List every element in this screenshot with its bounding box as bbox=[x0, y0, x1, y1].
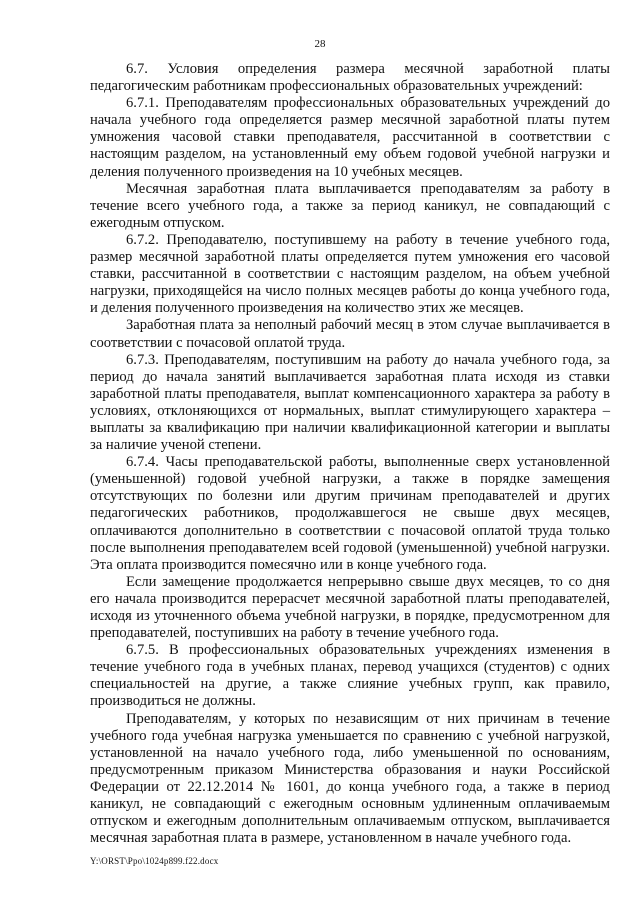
section-heading-6-7: 6.7. Условия определения размера месячной заработной платы педагогическим работникам профессиональных образовательных учреждений: bbox=[90, 61, 610, 95]
paragraph-6-7-2-partial-month: Заработная плата за неполный рабочий месяц в этом случае выплачивается в соответствии с почасовой оплатой труда. bbox=[90, 317, 610, 351]
paragraph-6-7-5-reduced-load: Преподавателям, у которых по независящим от них причинам в течение учебного года учебная нагрузка уменьшается по сравнению с учебной нагрузкой, установленной на начало учебного года, либо уменьшенной по основаниям, предусмотренным приказом Министерства образования и науки Российской Федерации от 22.12.2014 № 1601, до конца учебного года, а также в период каникул, не совпадающий с ежегодным основным удлиненным оплачиваемым отпуском и ежегодным дополнительным оплачиваемым отпуском, выплачивается месячная заработная плата в размере, установленном в начале учебного года. bbox=[90, 710, 610, 847]
footer-file-path: Y:\ORST\Ppo\1024p899.f22.docx bbox=[90, 856, 219, 866]
paragraph-6-7-4: 6.7.4. Часы преподавательской работы, выполненные сверх установленной (уменьшенной) годовой учебной нагрузки, а также в порядке замещения отсутствующих по болезни или другим причинам преподавателей и других педагогических работников, продолжавшегося не свыше двух месяцев, оплачиваются дополнительно в соответствии с почасовой оплатой труда только после выполнения преподавателем всей годовой (уменьшенной) учебной нагрузки. Эта оплата производится помесячно или в конце учебного года. bbox=[90, 454, 610, 573]
paragraph-6-7-4-substitution: Если замещение продолжается непрерывно свыше двух месяцев, то со дня его начала производится перерасчет месячной заработной платы преподавателей, исходя из уточненного объема учебной нагрузки, в порядке, предусмотренном для преподавателей, поступивших на работу в течение учебного года. bbox=[90, 573, 610, 642]
paragraph-6-7-3: 6.7.3. Преподавателям, поступившим на работу до начала учебного года, за период до начала занятий выплачивается заработная плата исходя из ставки заработной платы преподавателя, выплат компенсационного характера за работу в условиях, отклоняющихся от нормальных, выплат стимулирующего характера – выплаты за квалификацию при наличии квалификационной категории и выплаты за наличие ученой степени. bbox=[90, 351, 610, 454]
document-body bbox=[90, 61, 610, 847]
paragraph-6-7-2: 6.7.2. Преподавателю, поступившему на работу в течение учебного года, размер месячной заработной платы определяется путем умножения его часовой ставки, рассчитанной в соответствии с настоящим разделом, на объем учебной нагрузки, приходящейся на число полных месяцев работы до конца учебного года, и деления полученного произведения на количество этих же месяцев. bbox=[90, 231, 610, 317]
paragraph-6-7-1-salary: Месячная заработная плата выплачивается преподавателям за работу в течение всего учебного года, а также за период каникул, не совпадающий с ежегодным отпуском. bbox=[90, 180, 610, 231]
page-number: 28 bbox=[314, 38, 326, 50]
paragraph-6-7-1: 6.7.1. Преподавателям профессиональных образовательных учреждений до начала учебного года определяется размер месячной заработной платы путем умножения часовой ставки преподавателя, рассчитанной в соответствии с настоящим разделом, на установленный ему объем годовой учебной нагрузки и деления полученного произведения на 10 учебных месяцев. bbox=[90, 95, 610, 180]
paragraph-6-7-5: 6.7.5. В профессиональных образовательных учреждениях изменения в течение учебного года в учебных планах, перевод учащихся (студентов) с одних специальностей на другие, а также слияние учебных групп, как правило, производиться не должны. bbox=[90, 642, 610, 710]
